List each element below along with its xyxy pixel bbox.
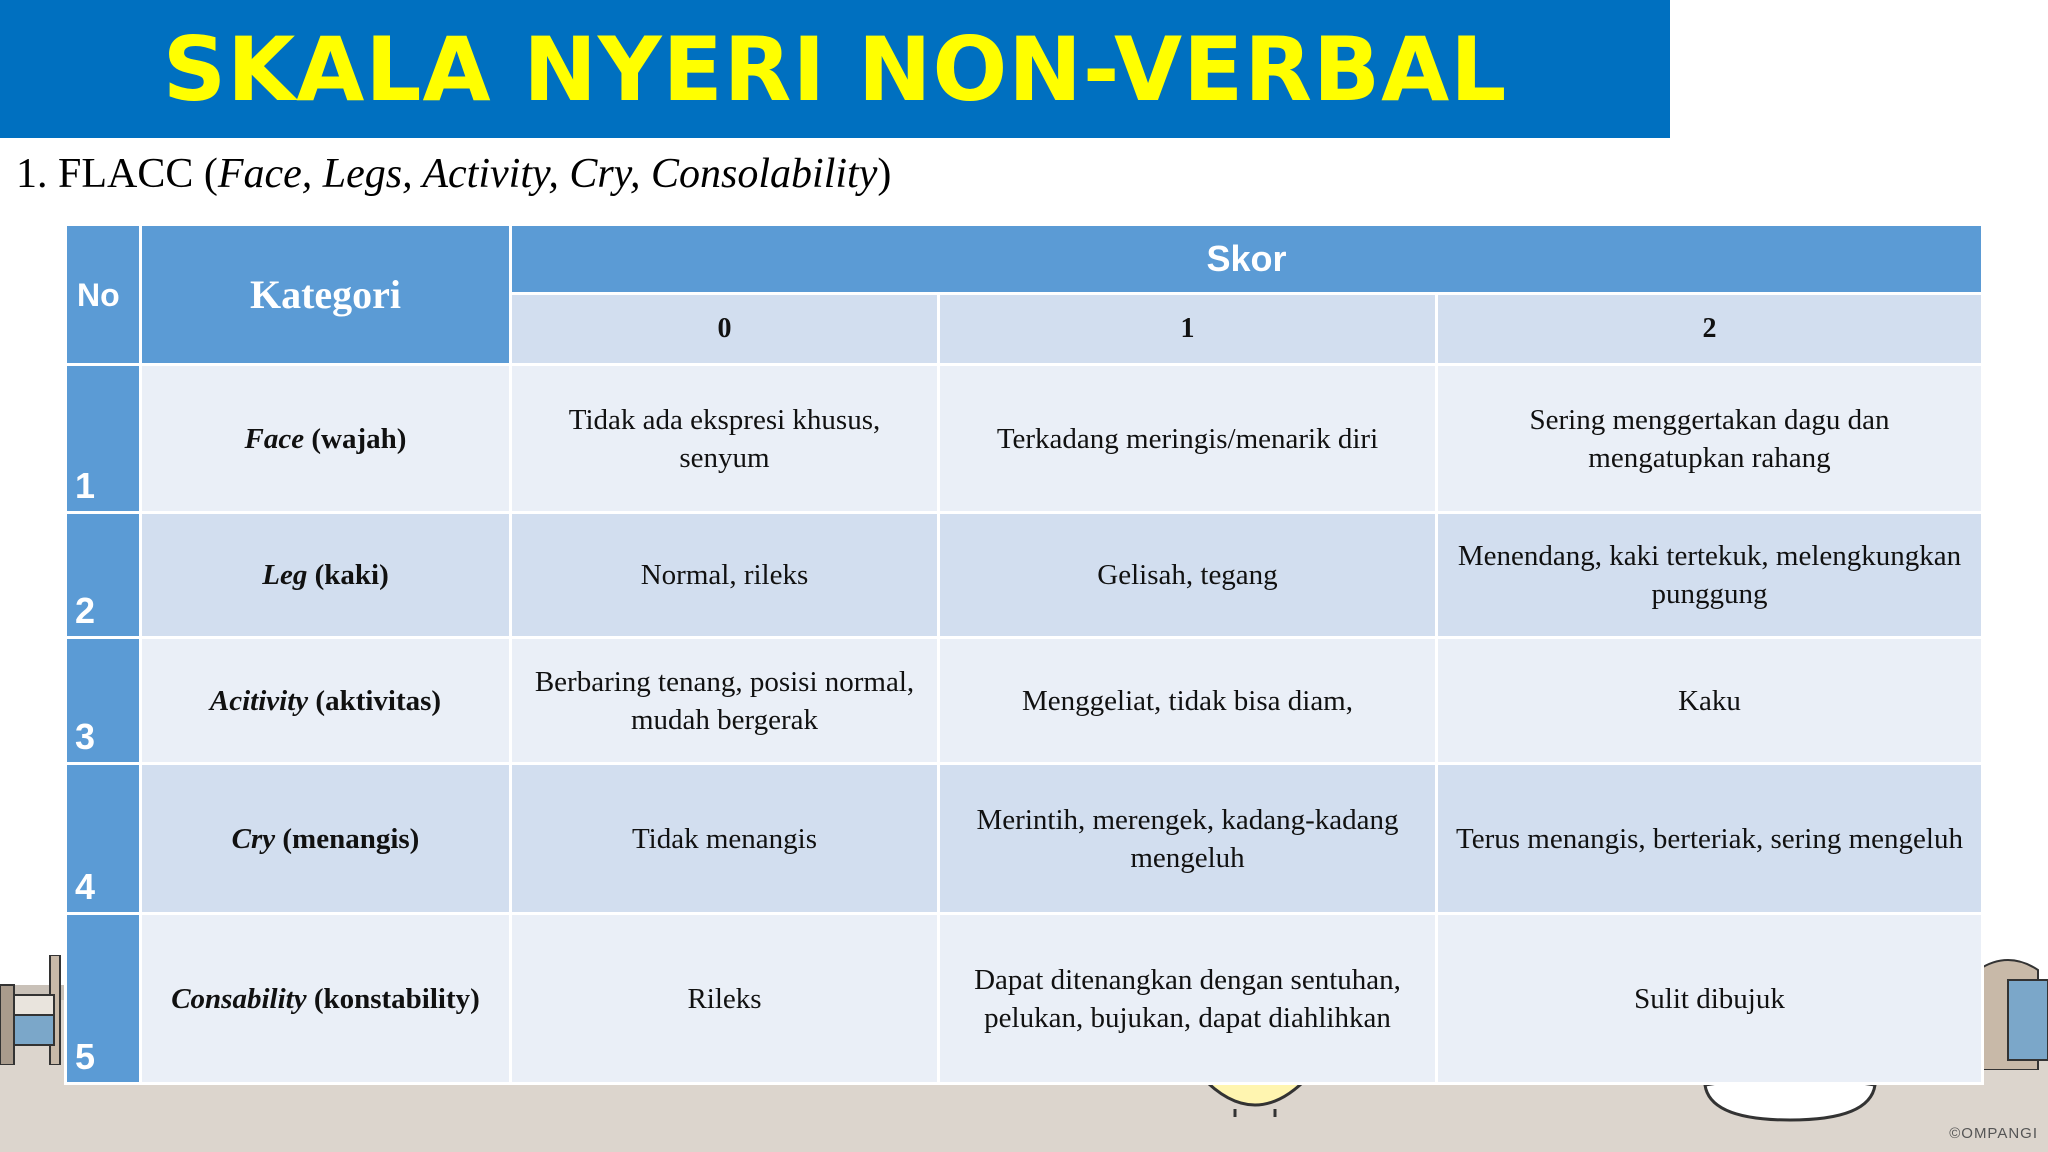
table-row xyxy=(66,764,1983,914)
category-rest: (aktivitas) xyxy=(308,684,442,717)
category-rest: (konstability) xyxy=(306,982,480,1015)
header-skor: Skor xyxy=(511,225,1983,294)
table-row xyxy=(66,914,1983,1084)
table-row xyxy=(66,638,1983,764)
row-number: 1 xyxy=(66,365,141,513)
score-0-cell: Normal, rileks xyxy=(511,513,939,638)
category-rest: (kaki) xyxy=(307,559,389,591)
score-1-cell: Gelisah, tegang xyxy=(939,513,1437,638)
subtitle-italic: Face, Legs, Activity, Cry, Consolability xyxy=(217,151,878,197)
header-kategori: Kategori xyxy=(141,225,511,365)
subtitle xyxy=(16,150,891,198)
category-italic: Leg xyxy=(262,559,308,591)
score-1-cell: Menggeliat, tidak bisa diam, xyxy=(939,638,1437,764)
score-2-cell: Sulit dibujuk xyxy=(1437,914,1983,1084)
bed-illustration xyxy=(0,955,62,1065)
table-row xyxy=(66,365,1983,513)
category-italic: Consability xyxy=(171,982,307,1015)
row-category xyxy=(141,513,511,638)
copyright-text: ©OMPANGI xyxy=(1949,1125,2038,1142)
category-italic: Face xyxy=(244,422,305,455)
score-0-cell: Rileks xyxy=(511,914,939,1084)
row-category xyxy=(141,914,511,1084)
score-2-cell: Sering menggertakan dagu dan mengatupkan rahang xyxy=(1437,365,1983,513)
header-score-0: 0 xyxy=(511,294,939,365)
score-2-cell: Terus menangis, berteriak, sering mengeluh xyxy=(1437,764,1983,914)
category-rest: (wajah) xyxy=(304,422,407,455)
score-0-cell: Tidak ada ekspresi khusus, senyum xyxy=(511,365,939,513)
table-row xyxy=(66,513,1983,638)
subtitle-suffix: ) xyxy=(877,151,892,197)
row-number: 3 xyxy=(66,638,141,764)
row-category xyxy=(141,638,511,764)
category-rest: (menangis) xyxy=(275,822,420,855)
row-category xyxy=(141,764,511,914)
score-0-cell: Tidak menangis xyxy=(511,764,939,914)
score-1-cell: Terkadang meringis/menarik diri xyxy=(939,365,1437,513)
header-no: No xyxy=(66,225,141,365)
score-1-cell: Dapat ditenangkan dengan sentuhan, pelukan, bujukan, dapat diahlihkan xyxy=(939,914,1437,1084)
header-score-1: 1 xyxy=(939,294,1437,365)
score-0-cell: Berbaring tenang, posisi normal, mudah bergerak xyxy=(511,638,939,764)
table-header-row xyxy=(66,225,1983,294)
category-italic: Acitivity xyxy=(209,684,309,717)
row-number: 5 xyxy=(66,914,141,1084)
flacc-table xyxy=(64,223,1984,1085)
score-2-cell: Menendang, kaki tertekuk, melengkungkan punggung xyxy=(1437,513,1983,638)
score-1-cell: Merintih, merengek, kadang-kadang mengeluh xyxy=(939,764,1437,914)
row-category xyxy=(141,365,511,513)
page-title: SKALA NYERI NON-VERBAL xyxy=(162,17,1508,121)
row-number: 2 xyxy=(66,513,141,638)
row-number: 4 xyxy=(66,764,141,914)
header-score-2: 2 xyxy=(1437,294,1983,365)
subtitle-prefix: 1. FLACC ( xyxy=(16,151,218,197)
score-2-cell: Kaku xyxy=(1437,638,1983,764)
category-italic: Cry xyxy=(231,822,276,855)
